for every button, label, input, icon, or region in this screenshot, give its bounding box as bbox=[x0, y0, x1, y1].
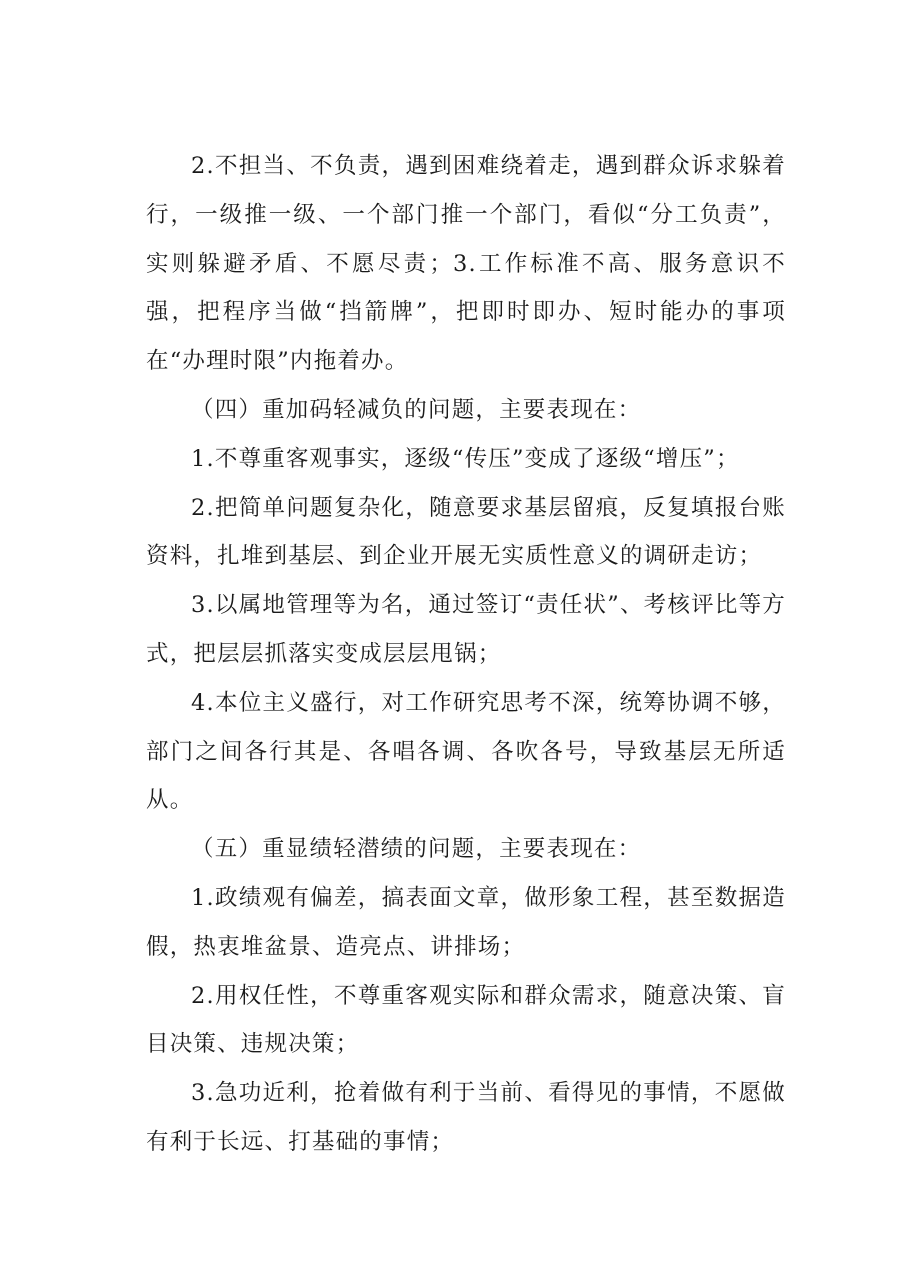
section-heading-five: （五）重显绩轻潜绩的问题，主要表现在： bbox=[191, 836, 642, 863]
paragraph-item-4: 4.本位主义盛行，对工作研究思考不深，统筹协调不够，部门之间各行其是、各唱各调、各吹各号，导致基层无所适从。 bbox=[146, 689, 786, 814]
paragraph-item-2-b: 2.用权任性，不尊重客观实际和群众需求，随意决策、盲目决策、违规决策； bbox=[146, 982, 786, 1058]
paragraph-item-3-b: 3.急功近利，抢着做有利于当前、看得见的事情，不愿做有利于长远、打基础的事情； bbox=[146, 1080, 786, 1155]
document-body bbox=[146, 142, 786, 1167]
section-heading-four: （四）重加码轻减负的问题，主要表现在： bbox=[191, 396, 642, 423]
paragraph-item-2-continued: 2.不担当、不负责，遇到困难绕着走，遇到群众诉求躲着行，一级推一级、一个部门推一个部门，看似“分工负责”，实则躲避矛盾、不愿尽责；3.工作标准不高、服务意识不强，把程序当做“挡箭牌”，把即时即办、短时能办的事项在“办理时限”内拖着办。 bbox=[146, 153, 786, 375]
paragraph-item-1-b: 1.政绩观有偏差，搞表面文章，做形象工程，甚至数据造假，热衷堆盆景、造亮点、讲排场； bbox=[146, 884, 786, 960]
paragraph-item-2: 2.把简单问题复杂化，随意要求基层留痕，反复填报台账资料，扎堆到基层、到企业开展无实质性意义的调研走访； bbox=[146, 494, 786, 570]
paragraph-item-3: 3.以属地管理等为名，通过签订“责任状”、考核评比等方式，把层层抓落实变成层层甩锅； bbox=[146, 592, 786, 667]
paragraph-item-1: 1.不尊重客观事实，逐级“传压”变成了逐级“增压”； bbox=[191, 445, 740, 472]
